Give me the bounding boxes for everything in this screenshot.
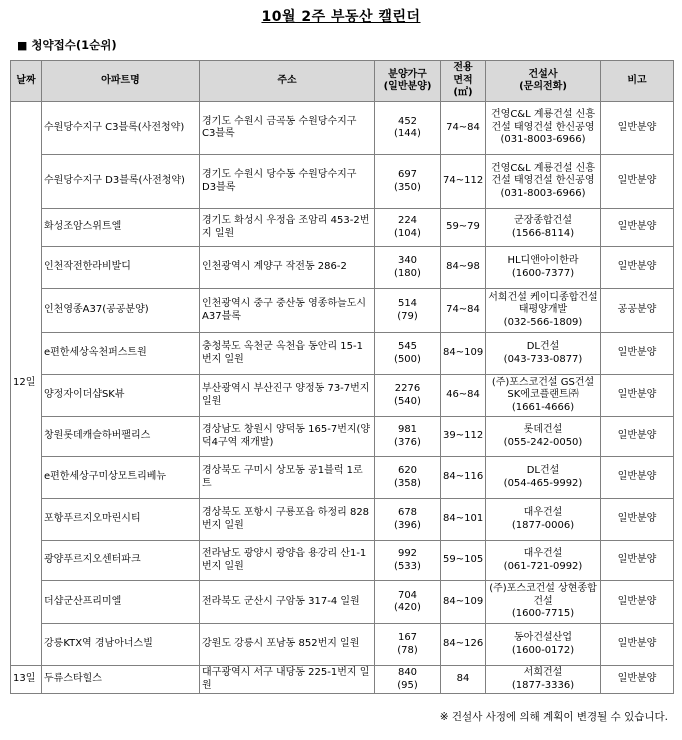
section-label: 청약접수(1순위) bbox=[31, 38, 117, 52]
apartment-name: 화성조암스위트엘 bbox=[42, 209, 200, 247]
address: 경상북도 구미시 상모동 공1블럭 1로트 bbox=[200, 457, 375, 499]
builder-name: HL디앤아이한라 bbox=[507, 255, 579, 266]
header-row bbox=[11, 61, 674, 102]
builder-phone: (1600-7377) bbox=[511, 267, 575, 279]
area: 84~101 bbox=[441, 499, 486, 541]
households-cell bbox=[375, 417, 441, 457]
address: 인천광역시 계양구 작전동 286-2 bbox=[200, 247, 375, 289]
table-row bbox=[11, 581, 674, 624]
address: 대구광역시 서구 내당동 225-1번지 일원 bbox=[200, 666, 375, 694]
builder-cell bbox=[486, 102, 601, 155]
address: 경기도 수원시 금곡동 수원당수지구 C3블록 bbox=[200, 102, 375, 155]
households-total: 452 bbox=[397, 115, 418, 127]
builder-phone: (061-721-0992) bbox=[503, 560, 583, 572]
date-cell: 13일 bbox=[11, 666, 42, 694]
builder-cell bbox=[486, 541, 601, 581]
builder-name: 건영C&L 계룡건설 신흥건설 태영건설 한신공영 bbox=[491, 162, 595, 187]
builder-phone: (031-8003-6966) bbox=[500, 134, 586, 146]
note: 일반분양 bbox=[601, 155, 674, 209]
households-total: 981 bbox=[397, 424, 418, 435]
calendar-table bbox=[10, 60, 674, 694]
note: 공공분양 bbox=[601, 289, 674, 333]
apartment-name: e편한세상구미상모트리베뉴 bbox=[42, 457, 200, 499]
households-general: (396) bbox=[394, 519, 421, 531]
households-cell bbox=[375, 624, 441, 666]
households-general: (95) bbox=[397, 679, 418, 691]
builder-name: DL건설 bbox=[526, 465, 560, 476]
households-total: 545 bbox=[397, 341, 418, 352]
builder-phone: (1600-7715) bbox=[511, 608, 575, 620]
households-general: (350) bbox=[394, 181, 421, 193]
households-cell bbox=[375, 155, 441, 209]
address: 경기도 화성시 우정읍 조암리 453-2번지 일원 bbox=[200, 209, 375, 247]
area: 84 bbox=[441, 666, 486, 694]
apartment-name: 강릉KTX역 경남아너스빌 bbox=[42, 624, 200, 666]
households-total: 224 bbox=[397, 215, 418, 226]
section-heading bbox=[17, 37, 117, 53]
apartment-name: 수원당수지구 D3블록(사전청약) bbox=[42, 155, 200, 209]
households-total: 340 bbox=[397, 255, 418, 266]
builder-phone: (055-242-0050) bbox=[503, 436, 583, 448]
area: 84~98 bbox=[441, 247, 486, 289]
builder-name: (주)포스코건설 상현종합건설 bbox=[489, 583, 597, 607]
builder-cell bbox=[486, 457, 601, 499]
builder-phone: (1877-0006) bbox=[511, 519, 575, 531]
area: 74~112 bbox=[441, 155, 486, 209]
households-cell bbox=[375, 666, 441, 694]
households-general: (540) bbox=[394, 395, 421, 407]
header-builder bbox=[486, 61, 601, 102]
note: 일반분양 bbox=[601, 333, 674, 375]
apartment-name: 광양푸르지오센터파크 bbox=[42, 541, 200, 581]
builder-cell bbox=[486, 581, 601, 624]
builder-phone: (1877-3336) bbox=[511, 679, 575, 691]
builder-name: DL건설 bbox=[526, 341, 560, 352]
table-row bbox=[11, 457, 674, 499]
households-total: 704 bbox=[397, 589, 418, 601]
households-total: 2276 bbox=[394, 383, 421, 394]
table-row bbox=[11, 209, 674, 247]
address: 충청북도 옥천군 옥천읍 동안리 15-1번지 일원 bbox=[200, 333, 375, 375]
households-general: (79) bbox=[397, 310, 418, 322]
area: 84~126 bbox=[441, 624, 486, 666]
builder-phone: (1600-0172) bbox=[511, 644, 575, 656]
builder-phone: (043-733-0877) bbox=[503, 353, 583, 365]
builder-cell bbox=[486, 247, 601, 289]
apartment-name: e편한세상옥천퍼스트원 bbox=[42, 333, 200, 375]
area: 84~109 bbox=[441, 333, 486, 375]
apartment-name: 양정자이더샵SK뷰 bbox=[42, 375, 200, 417]
table-row bbox=[11, 417, 674, 457]
area: 59~79 bbox=[441, 209, 486, 247]
header-addr: 주소 bbox=[200, 61, 375, 102]
builder-name: 대우건설 bbox=[523, 548, 563, 559]
header-note: 비고 bbox=[601, 61, 674, 102]
note: 일반분양 bbox=[601, 541, 674, 581]
builder-name: 건영C&L 계룡건설 신흥건설 태영건설 한신공영 bbox=[491, 109, 595, 133]
builder-cell bbox=[486, 289, 601, 333]
header-builder-line2: (문의전화) bbox=[519, 81, 567, 92]
address: 전라북도 군산시 구암동 317-4 일원 bbox=[200, 581, 375, 624]
builder-phone: (032-566-1809) bbox=[503, 316, 583, 328]
header-households-line1: 분양가구 bbox=[388, 68, 427, 80]
area: 39~112 bbox=[441, 417, 486, 457]
builder-name: 대우건설 bbox=[523, 507, 563, 518]
apartment-name: 수원당수지구 C3블록(사전청약) bbox=[42, 102, 200, 155]
apartment-name: 포항푸르지오마린시티 bbox=[42, 499, 200, 541]
builder-cell bbox=[486, 417, 601, 457]
table-row bbox=[11, 102, 674, 155]
table-row bbox=[11, 499, 674, 541]
note: 일반분양 bbox=[601, 457, 674, 499]
note: 일반분양 bbox=[601, 499, 674, 541]
households-general: (500) bbox=[394, 353, 421, 365]
households-general: (533) bbox=[394, 560, 421, 572]
page-title: 10월 2주 부동산 캘린더 bbox=[261, 9, 421, 25]
address: 부산광역시 부산진구 양정동 73-7번지 일원 bbox=[200, 375, 375, 417]
households-general: (78) bbox=[397, 644, 418, 656]
builder-cell bbox=[486, 499, 601, 541]
table-row bbox=[11, 155, 674, 209]
households-total: 697 bbox=[397, 169, 418, 180]
area: 46~84 bbox=[441, 375, 486, 417]
area: 84~109 bbox=[441, 581, 486, 624]
households-total: 514 bbox=[397, 298, 418, 309]
address: 강원도 강릉시 포남동 852번지 일원 bbox=[200, 624, 375, 666]
area: 59~105 bbox=[441, 541, 486, 581]
header-households bbox=[375, 61, 441, 102]
builder-name: 서희건설 케이디종합건설 태평양개발 bbox=[488, 291, 598, 316]
builder-cell bbox=[486, 209, 601, 247]
builder-name: (주)포스코건설 GS건설 SK에코플랜트㈜ bbox=[491, 376, 595, 401]
builder-name: 군장종합건설 bbox=[514, 215, 572, 226]
households-total: 840 bbox=[397, 667, 418, 678]
households-cell bbox=[375, 209, 441, 247]
area: 74~84 bbox=[441, 102, 486, 155]
households-general: (104) bbox=[394, 227, 421, 239]
header-households-line2: (일반분양) bbox=[383, 81, 432, 92]
builder-cell bbox=[486, 375, 601, 417]
table-row bbox=[11, 666, 674, 694]
table-row bbox=[11, 333, 674, 375]
note: 일반분양 bbox=[601, 417, 674, 457]
date-cell: 12일 bbox=[11, 102, 42, 666]
households-general: (144) bbox=[394, 128, 421, 139]
area: 74~84 bbox=[441, 289, 486, 333]
address: 인천광역시 중구 중산동 영종하늘도시 A37블록 bbox=[200, 289, 375, 333]
households-cell bbox=[375, 457, 441, 499]
header-area-line3: (㎡) bbox=[453, 87, 473, 99]
builder-cell bbox=[486, 333, 601, 375]
builder-phone: (054-465-9992) bbox=[503, 477, 583, 489]
builder-name: 서희건설 bbox=[523, 667, 563, 678]
builder-name: 롯데건설 bbox=[523, 424, 563, 435]
households-cell bbox=[375, 581, 441, 624]
note: 일반분양 bbox=[601, 102, 674, 155]
households-general: (376) bbox=[394, 436, 421, 448]
address: 경상남도 창원시 양덕동 165-7번지(양덕4구역 재개발) bbox=[200, 417, 375, 457]
header-area-line2: 면적 bbox=[453, 74, 473, 86]
households-general: (180) bbox=[394, 267, 421, 279]
note: 일반분양 bbox=[601, 581, 674, 624]
header-area bbox=[441, 61, 486, 102]
table-row bbox=[11, 624, 674, 666]
header-apt: 아파트명 bbox=[42, 61, 200, 102]
address: 전라남도 광양시 광양읍 용강리 산1-1번지 일원 bbox=[200, 541, 375, 581]
households-total: 620 bbox=[397, 465, 418, 476]
builder-cell bbox=[486, 155, 601, 209]
builder-name: 동아건설산업 bbox=[514, 632, 572, 643]
footnote: ※ 건설사 사정에 의해 계획이 변경될 수 있습니다. bbox=[439, 711, 668, 723]
households-cell bbox=[375, 375, 441, 417]
note: 일반분양 bbox=[601, 624, 674, 666]
note: 일반분양 bbox=[601, 209, 674, 247]
table-row bbox=[11, 541, 674, 581]
builder-phone: (1661-4666) bbox=[511, 401, 575, 413]
builder-cell bbox=[486, 666, 601, 694]
builder-phone: (031-8003-6966) bbox=[500, 187, 586, 199]
apartment-name: 창원롯데캐슬하버팰리스 bbox=[42, 417, 200, 457]
note: 일반분양 bbox=[601, 666, 674, 694]
households-cell bbox=[375, 541, 441, 581]
households-cell bbox=[375, 333, 441, 375]
households-general: (358) bbox=[394, 477, 421, 489]
table-row bbox=[11, 289, 674, 333]
households-general: (420) bbox=[394, 602, 421, 613]
apartment-name: 두류스타힐스 bbox=[42, 666, 200, 694]
address: 경기도 수원시 당수동 수원당수지구 D3블록 bbox=[200, 155, 375, 209]
note: 일반분양 bbox=[601, 247, 674, 289]
apartment-name: 더샵군산프리미엘 bbox=[42, 581, 200, 624]
header-builder-line1: 건설사 bbox=[528, 68, 558, 80]
households-cell bbox=[375, 289, 441, 333]
apartment-name: 인천작전한라비발디 bbox=[42, 247, 200, 289]
builder-phone: (1566-8114) bbox=[511, 227, 575, 239]
households-total: 167 bbox=[397, 632, 418, 643]
households-cell bbox=[375, 499, 441, 541]
table-row bbox=[11, 247, 674, 289]
square-bullet-icon: ■ bbox=[17, 39, 28, 52]
households-cell bbox=[375, 247, 441, 289]
households-total: 678 bbox=[397, 507, 418, 518]
households-cell bbox=[375, 102, 441, 155]
address: 경상북도 포항시 구룡포읍 하정리 828번지 일원 bbox=[200, 499, 375, 541]
note: 일반분양 bbox=[601, 375, 674, 417]
header-date: 날짜 bbox=[11, 61, 42, 102]
households-total: 992 bbox=[397, 548, 418, 559]
builder-cell bbox=[486, 624, 601, 666]
area: 84~116 bbox=[441, 457, 486, 499]
apartment-name: 인천영종A37(공공분양) bbox=[42, 289, 200, 333]
header-area-line1: 전용 bbox=[453, 62, 473, 74]
table-row bbox=[11, 375, 674, 417]
